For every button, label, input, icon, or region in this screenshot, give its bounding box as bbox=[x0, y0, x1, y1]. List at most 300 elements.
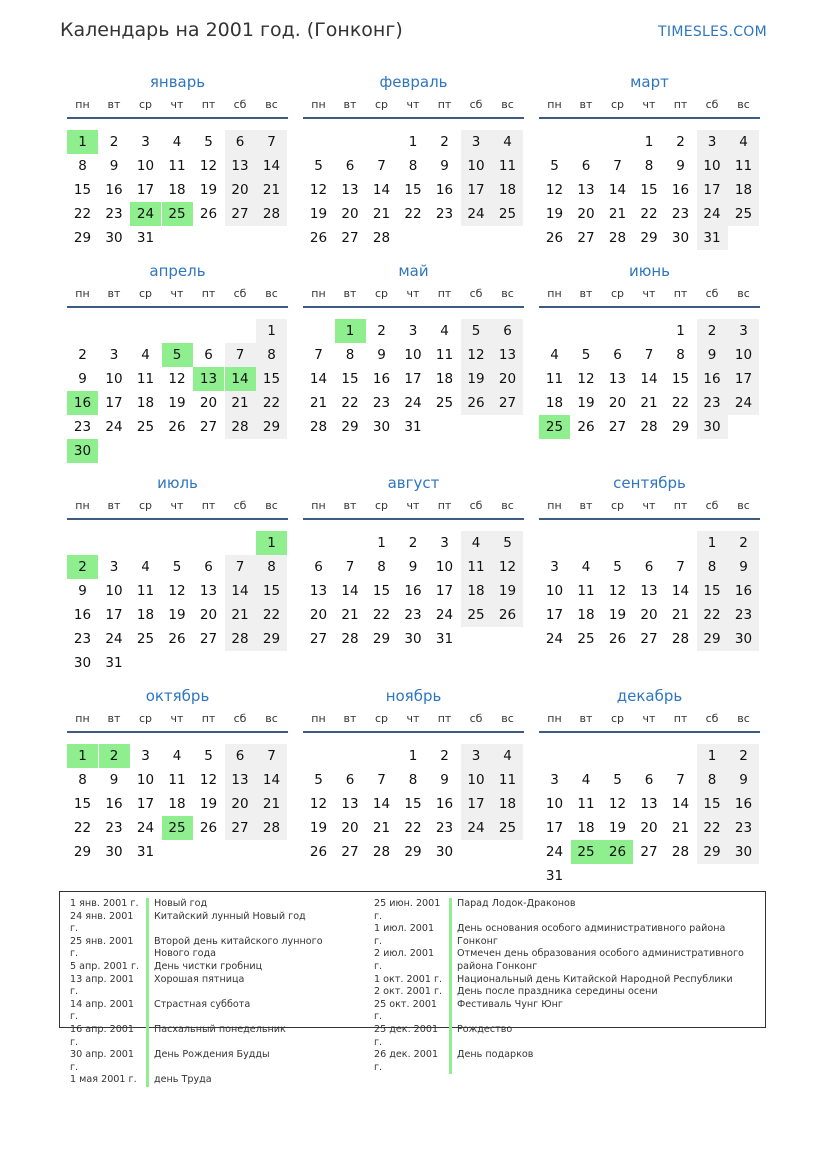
day-cell: 6 bbox=[492, 319, 523, 343]
day-cell: 7 bbox=[256, 744, 287, 768]
day-cell: 21 bbox=[608, 206, 627, 222]
day-cell: 7 bbox=[225, 343, 256, 367]
day-cell: 10 bbox=[136, 158, 155, 174]
legend-row bbox=[364, 999, 764, 1024]
day-cell: 13 bbox=[640, 583, 658, 599]
legend-holiday-name: Фестиваль Чунг Юнг bbox=[457, 998, 563, 1010]
weekday-header: сб bbox=[705, 499, 719, 512]
day-cell: 28 bbox=[256, 816, 287, 840]
day-cell: 1 bbox=[256, 319, 287, 343]
day-cell: 28 bbox=[309, 419, 328, 435]
day-cell: 29 bbox=[697, 840, 728, 864]
day-cell: 15 bbox=[256, 579, 287, 603]
day-cell: 8 bbox=[697, 555, 728, 579]
weekday-header: пт bbox=[673, 499, 688, 512]
legend-row bbox=[60, 999, 360, 1024]
day-cell: 31 bbox=[404, 419, 422, 435]
day-cell: 8 bbox=[408, 772, 418, 788]
weekday-header: чт bbox=[642, 712, 656, 725]
weekday-header: вс bbox=[265, 98, 278, 111]
day-cell: 18 bbox=[492, 792, 523, 816]
day-cell: 28 bbox=[671, 844, 690, 860]
day-cell: 19 bbox=[545, 206, 564, 222]
day-cell: 18 bbox=[435, 371, 454, 387]
weekday-header: вт bbox=[343, 98, 357, 111]
day-cell: 30 bbox=[697, 415, 728, 439]
month-divider bbox=[539, 731, 760, 733]
weekday-header: пт bbox=[437, 712, 452, 725]
legend-row bbox=[364, 898, 764, 923]
day-cell: 29 bbox=[404, 844, 422, 860]
day-cell: 8 bbox=[408, 158, 418, 174]
legend-date: 5 апр. 2001 г. bbox=[60, 961, 149, 974]
day-cell: 15 bbox=[404, 182, 422, 198]
day-cell: 8 bbox=[697, 768, 728, 792]
day-cell: 5 bbox=[461, 319, 492, 343]
legend-row bbox=[60, 1049, 360, 1074]
day-cell: 8 bbox=[78, 772, 87, 788]
legend-date: 24 янв. 2001 г. bbox=[60, 911, 149, 936]
legend-row bbox=[60, 936, 360, 961]
weekday-header: пн bbox=[75, 287, 90, 300]
day-cell: 9 bbox=[728, 555, 759, 579]
day-cell: 4 bbox=[440, 323, 449, 339]
day-cell: 1 bbox=[697, 531, 728, 555]
day-cell: 11 bbox=[136, 371, 155, 387]
day-cell: 9 bbox=[697, 343, 728, 367]
day-cell: 9 bbox=[728, 768, 759, 792]
weekday-header: вт bbox=[579, 98, 593, 111]
day-cell: 10 bbox=[545, 583, 564, 599]
holiday-day-cell: 2 bbox=[67, 555, 98, 579]
day-cell: 13 bbox=[225, 768, 256, 792]
day-cell: 30 bbox=[435, 844, 454, 860]
day-cell: 15 bbox=[256, 367, 287, 391]
day-cell: 5 bbox=[613, 559, 622, 575]
legend-date: 1 июл. 2001 г. bbox=[364, 923, 452, 948]
day-cell: 17 bbox=[105, 395, 123, 411]
day-cell: 10 bbox=[545, 796, 564, 812]
day-cell: 3 bbox=[550, 559, 559, 575]
day-cell: 26 bbox=[545, 230, 564, 246]
day-cell: 17 bbox=[545, 820, 564, 836]
weekday-header: пн bbox=[311, 712, 326, 725]
day-cell: 18 bbox=[136, 607, 155, 623]
day-cell: 31 bbox=[136, 844, 155, 860]
day-cell: 3 bbox=[461, 744, 492, 768]
day-cell: 3 bbox=[141, 134, 150, 150]
day-cell: 21 bbox=[309, 395, 328, 411]
weekday-header: вс bbox=[737, 499, 750, 512]
weekday-header: ср bbox=[138, 287, 153, 300]
day-cell: 5 bbox=[550, 158, 559, 174]
day-cell: 30 bbox=[105, 844, 123, 860]
day-cell: 24 bbox=[435, 607, 454, 623]
day-cell: 12 bbox=[309, 796, 328, 812]
day-cell: 5 bbox=[172, 559, 182, 575]
day-cell: 24 bbox=[545, 631, 564, 647]
month-name: апрель bbox=[149, 262, 206, 280]
weekday-header: чт bbox=[170, 499, 184, 512]
day-cell: 29 bbox=[697, 627, 728, 651]
day-cell: 28 bbox=[225, 627, 256, 651]
day-cell: 7 bbox=[225, 555, 256, 579]
day-cell: 27 bbox=[341, 844, 359, 860]
day-cell: 22 bbox=[671, 395, 690, 411]
day-cell: 17 bbox=[105, 607, 123, 623]
day-cell: 31 bbox=[697, 226, 728, 250]
day-cell: 31 bbox=[105, 655, 123, 671]
weekday-header: чт bbox=[170, 712, 184, 725]
weekday-header: сб bbox=[233, 98, 247, 111]
day-cell: 6 bbox=[225, 130, 256, 154]
day-cell: 2 bbox=[109, 134, 119, 150]
day-cell: 29 bbox=[256, 627, 287, 651]
day-cell: 9 bbox=[109, 158, 119, 174]
legend-holiday-name: Парад Лодок-Драконов bbox=[457, 898, 576, 909]
day-cell: 17 bbox=[728, 367, 759, 391]
holiday-day-cell: 1 bbox=[256, 531, 287, 555]
day-cell: 18 bbox=[136, 395, 155, 411]
weekday-header: вт bbox=[579, 287, 593, 300]
day-cell: 26 bbox=[199, 206, 218, 222]
day-cell: 6 bbox=[345, 772, 355, 788]
day-cell: 12 bbox=[461, 343, 492, 367]
day-cell: 2 bbox=[440, 748, 449, 764]
day-cell: 19 bbox=[608, 820, 627, 836]
day-cell: 27 bbox=[608, 419, 627, 435]
day-cell: 24 bbox=[105, 631, 123, 647]
day-cell: 29 bbox=[341, 419, 359, 435]
legend-row bbox=[364, 923, 764, 948]
day-cell: 2 bbox=[728, 744, 759, 768]
legend-date: 25 окт. 2001 г. bbox=[364, 999, 452, 1024]
day-cell: 20 bbox=[640, 820, 658, 836]
day-cell: 6 bbox=[644, 559, 654, 575]
day-cell: 11 bbox=[492, 768, 523, 792]
day-cell: 16 bbox=[105, 182, 123, 198]
day-cell: 14 bbox=[341, 583, 359, 599]
day-cell: 13 bbox=[225, 154, 256, 178]
day-cell: 23 bbox=[105, 820, 123, 836]
weekday-header: ср bbox=[138, 712, 153, 725]
day-cell: 22 bbox=[256, 391, 287, 415]
day-cell: 7 bbox=[377, 772, 386, 788]
day-cell: 17 bbox=[404, 371, 422, 387]
day-cell: 26 bbox=[577, 419, 595, 435]
day-cell: 23 bbox=[728, 603, 759, 627]
day-cell: 22 bbox=[341, 395, 359, 411]
day-cell: 2 bbox=[728, 531, 759, 555]
legend-holiday-name: День после праздника середины осени bbox=[457, 986, 658, 998]
day-cell: 16 bbox=[728, 792, 759, 816]
day-cell: 19 bbox=[309, 206, 328, 222]
day-cell: 17 bbox=[435, 583, 454, 599]
day-cell: 15 bbox=[671, 371, 690, 387]
day-cell: 11 bbox=[168, 772, 186, 788]
day-cell: 22 bbox=[640, 206, 658, 222]
day-cell: 20 bbox=[577, 206, 595, 222]
weekday-header: вт bbox=[107, 712, 121, 725]
day-cell: 1 bbox=[676, 323, 685, 339]
day-cell: 13 bbox=[608, 371, 627, 387]
day-cell: 15 bbox=[640, 182, 658, 198]
day-cell: 4 bbox=[492, 130, 523, 154]
weekday-header: вт bbox=[107, 499, 121, 512]
weekday-header: вт bbox=[343, 712, 357, 725]
month-divider bbox=[539, 117, 760, 119]
month-name: январь bbox=[149, 73, 206, 91]
legend-date: 16 апр. 2001 г. bbox=[60, 1024, 149, 1049]
day-cell: 27 bbox=[225, 816, 256, 840]
day-cell: 6 bbox=[644, 772, 654, 788]
day-cell: 16 bbox=[404, 583, 422, 599]
weekday-header: вт bbox=[107, 98, 121, 111]
legend-date: 25 дек. 2001 г. bbox=[364, 1024, 452, 1049]
legend-date: 13 апр. 2001 г. bbox=[60, 974, 149, 999]
legend-row bbox=[60, 898, 360, 911]
day-cell: 1 bbox=[644, 134, 654, 150]
day-cell: 4 bbox=[581, 559, 591, 575]
month-name: ноябрь bbox=[385, 687, 442, 705]
day-cell: 2 bbox=[697, 319, 728, 343]
weekday-header: пн bbox=[547, 499, 562, 512]
month-divider bbox=[303, 117, 524, 119]
weekday-header: пн bbox=[75, 712, 90, 725]
day-cell: 10 bbox=[461, 768, 492, 792]
weekday-header: сб bbox=[705, 712, 719, 725]
holiday-day-cell: 25 bbox=[539, 415, 570, 439]
day-cell: 30 bbox=[728, 840, 759, 864]
day-cell: 26 bbox=[168, 419, 186, 435]
day-cell: 18 bbox=[728, 178, 759, 202]
day-cell: 27 bbox=[341, 230, 359, 246]
day-cell: 8 bbox=[676, 347, 685, 363]
day-cell: 25 bbox=[728, 202, 759, 226]
day-cell: 26 bbox=[461, 391, 492, 415]
day-cell: 14 bbox=[225, 579, 256, 603]
weekday-header: чт bbox=[406, 287, 420, 300]
legend-row bbox=[364, 1024, 764, 1049]
weekday-header: вс bbox=[501, 98, 514, 111]
day-cell: 20 bbox=[341, 206, 359, 222]
weekday-header: сб bbox=[469, 712, 483, 725]
day-cell: 24 bbox=[697, 202, 728, 226]
legend-date: 30 апр. 2001 г. bbox=[60, 1049, 149, 1074]
day-cell: 23 bbox=[404, 607, 422, 623]
day-cell: 6 bbox=[225, 744, 256, 768]
day-cell: 13 bbox=[341, 182, 359, 198]
month-name: июль bbox=[157, 474, 198, 492]
weekday-header: пн bbox=[547, 98, 562, 111]
weekday-header: чт bbox=[642, 287, 656, 300]
day-cell: 23 bbox=[671, 206, 690, 222]
month-divider bbox=[67, 731, 288, 733]
day-cell: 25 bbox=[136, 419, 155, 435]
day-cell: 28 bbox=[372, 844, 391, 860]
day-cell: 28 bbox=[341, 631, 359, 647]
month-divider bbox=[303, 731, 524, 733]
weekday-header: ср bbox=[610, 712, 625, 725]
weekday-header: ср bbox=[610, 499, 625, 512]
day-cell: 30 bbox=[73, 655, 92, 671]
brand-link[interactable]: TIMESLES.COM bbox=[658, 24, 767, 40]
legend-row bbox=[364, 986, 764, 999]
legend-holiday-name: Новый год bbox=[154, 898, 208, 909]
day-cell: 14 bbox=[671, 796, 690, 812]
day-cell: 26 bbox=[309, 230, 328, 246]
weekday-header: ср bbox=[374, 98, 389, 111]
day-cell: 27 bbox=[577, 230, 595, 246]
legend-row bbox=[60, 1074, 360, 1087]
day-cell: 3 bbox=[461, 130, 492, 154]
day-cell: 15 bbox=[372, 583, 391, 599]
day-cell: 17 bbox=[461, 792, 492, 816]
day-cell: 21 bbox=[671, 820, 690, 836]
day-cell: 6 bbox=[314, 559, 323, 575]
day-cell: 22 bbox=[404, 820, 422, 836]
legend-holiday-name: Второй день китайского лунного Нового года bbox=[154, 935, 323, 960]
day-cell: 5 bbox=[314, 158, 323, 174]
holiday-legend bbox=[59, 891, 766, 1086]
weekday-header: ср bbox=[138, 499, 153, 512]
weekday-header: пт bbox=[673, 98, 688, 111]
day-cell: 24 bbox=[461, 202, 492, 226]
day-cell: 23 bbox=[73, 419, 92, 435]
day-cell: 21 bbox=[372, 820, 391, 836]
day-cell: 26 bbox=[199, 820, 218, 836]
day-cell: 3 bbox=[141, 748, 150, 764]
day-cell: 28 bbox=[225, 415, 256, 439]
day-cell: 12 bbox=[168, 583, 186, 599]
day-cell: 3 bbox=[550, 772, 559, 788]
weekday-header: вт bbox=[343, 499, 357, 512]
legend-row bbox=[60, 974, 360, 999]
day-cell: 22 bbox=[697, 603, 728, 627]
day-cell: 11 bbox=[492, 154, 523, 178]
legend-holiday-name: День основания особого административного района Гонконг bbox=[457, 923, 726, 947]
day-cell: 27 bbox=[199, 631, 218, 647]
holiday-day-cell: 25 bbox=[162, 202, 193, 226]
day-cell: 17 bbox=[136, 796, 155, 812]
day-cell: 21 bbox=[256, 792, 287, 816]
legend-column-left bbox=[60, 898, 360, 1087]
day-cell: 30 bbox=[671, 230, 690, 246]
day-cell: 14 bbox=[256, 154, 287, 178]
day-cell: 4 bbox=[581, 772, 591, 788]
day-cell: 13 bbox=[492, 343, 523, 367]
day-cell: 18 bbox=[168, 182, 186, 198]
weekday-header: вс bbox=[265, 287, 278, 300]
day-cell: 1 bbox=[408, 134, 418, 150]
legend-holiday-name: Хорошая пятница bbox=[154, 973, 245, 985]
day-cell: 27 bbox=[640, 844, 658, 860]
day-cell: 14 bbox=[372, 182, 391, 198]
day-cell: 9 bbox=[78, 371, 87, 387]
day-cell: 5 bbox=[314, 772, 323, 788]
day-cell: 1 bbox=[408, 748, 418, 764]
day-cell: 14 bbox=[671, 583, 690, 599]
weekday-header: пт bbox=[673, 287, 688, 300]
day-cell: 16 bbox=[435, 182, 454, 198]
day-cell: 10 bbox=[105, 371, 123, 387]
weekday-header: пн bbox=[75, 98, 90, 111]
weekday-header: чт bbox=[406, 712, 420, 725]
day-cell: 20 bbox=[608, 395, 627, 411]
day-cell: 26 bbox=[492, 603, 523, 627]
day-cell: 2 bbox=[78, 347, 87, 363]
day-cell: 25 bbox=[461, 603, 492, 627]
day-cell: 23 bbox=[372, 395, 391, 411]
weekday-header: ср bbox=[374, 287, 389, 300]
day-cell: 13 bbox=[640, 796, 658, 812]
weekday-header: пт bbox=[437, 287, 452, 300]
day-cell: 11 bbox=[461, 555, 492, 579]
holiday-day-cell: 16 bbox=[67, 391, 98, 415]
month-name: октябрь bbox=[145, 687, 210, 705]
weekday-header: ср bbox=[374, 712, 389, 725]
day-cell: 21 bbox=[225, 603, 256, 627]
legend-row bbox=[60, 961, 360, 974]
day-cell: 21 bbox=[225, 391, 256, 415]
day-cell: 29 bbox=[73, 844, 92, 860]
day-cell: 15 bbox=[341, 371, 359, 387]
weekday-header: вс bbox=[501, 712, 514, 725]
day-cell: 3 bbox=[440, 535, 449, 551]
month-name: декабрь bbox=[616, 687, 683, 705]
month-divider bbox=[67, 117, 288, 119]
day-cell: 24 bbox=[136, 820, 155, 836]
weekday-header: ср bbox=[610, 98, 625, 111]
legend-holiday-name: День подарков bbox=[457, 1049, 534, 1061]
day-cell: 19 bbox=[199, 182, 218, 198]
weekday-header: пт bbox=[201, 712, 216, 725]
day-cell: 3 bbox=[697, 130, 728, 154]
weekday-header: сб bbox=[469, 499, 483, 512]
legend-holiday-name: Страстная суббота bbox=[154, 998, 251, 1010]
holiday-day-cell: 1 bbox=[335, 319, 366, 343]
day-cell: 28 bbox=[671, 631, 690, 647]
day-cell: 23 bbox=[728, 816, 759, 840]
day-cell: 9 bbox=[440, 772, 449, 788]
day-cell: 11 bbox=[545, 371, 564, 387]
day-cell: 20 bbox=[309, 607, 328, 623]
weekday-header: пн bbox=[547, 287, 562, 300]
day-cell: 14 bbox=[256, 768, 287, 792]
legend-holiday-name: день Труда bbox=[154, 1074, 212, 1086]
legend-holiday-name: Пасхальный понедельник bbox=[154, 1023, 286, 1035]
day-cell: 18 bbox=[492, 178, 523, 202]
legend-row bbox=[60, 911, 360, 936]
month-name: март bbox=[630, 73, 669, 91]
day-cell: 19 bbox=[309, 820, 328, 836]
weekday-header: чт bbox=[406, 499, 420, 512]
day-cell: 7 bbox=[314, 347, 323, 363]
day-cell: 6 bbox=[581, 158, 591, 174]
day-cell: 9 bbox=[676, 158, 685, 174]
day-cell: 5 bbox=[204, 748, 213, 764]
weekday-header: пт bbox=[437, 499, 452, 512]
day-cell: 23 bbox=[435, 206, 454, 222]
day-cell: 30 bbox=[404, 631, 422, 647]
day-cell: 26 bbox=[309, 844, 328, 860]
day-cell: 14 bbox=[608, 182, 627, 198]
legend-holiday-name: Рождество bbox=[457, 1023, 513, 1035]
day-cell: 16 bbox=[728, 579, 759, 603]
day-cell: 27 bbox=[199, 419, 218, 435]
day-cell: 21 bbox=[640, 395, 658, 411]
day-cell: 13 bbox=[309, 583, 328, 599]
